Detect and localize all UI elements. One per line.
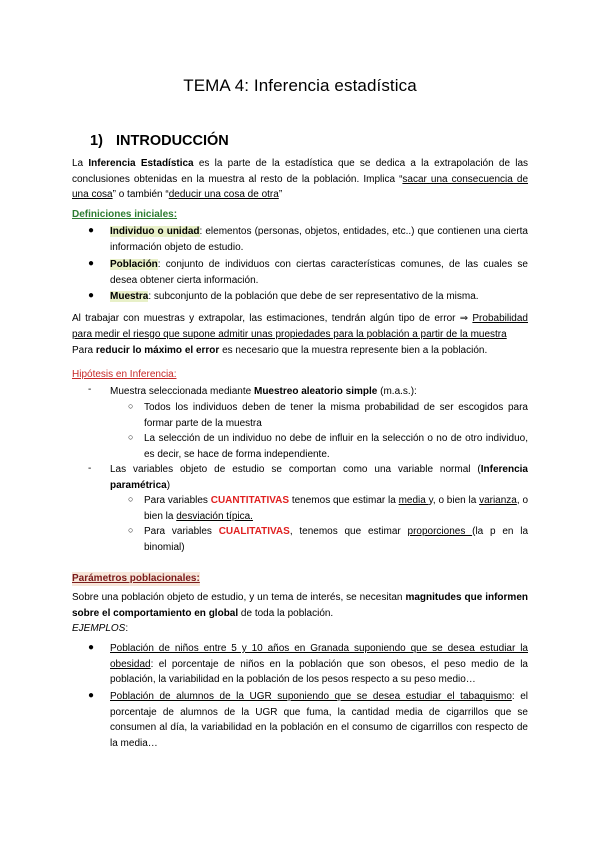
intro-text: ” o también “ xyxy=(112,189,169,200)
sub-text: Para variables xyxy=(144,495,211,506)
section-label: INTRODUCCIÓN xyxy=(116,133,229,149)
section-heading xyxy=(90,133,229,149)
sub-underlined: desviación típica. xyxy=(176,510,253,522)
intro-term: Inferencia Estadística xyxy=(88,158,194,169)
sub-text: Para variables xyxy=(144,526,219,537)
bullet-icon: ● xyxy=(88,225,95,236)
bullet-icon: ● xyxy=(88,642,95,653)
parametros-text: Sobre una población objeto de estudio, y un tema de interés, se necesitan xyxy=(72,592,406,603)
parametros-text: de toda la población. xyxy=(238,607,334,619)
dash-marker: - xyxy=(88,384,92,395)
sub-text: , o bien la xyxy=(144,495,529,522)
page-title: TEMA 4: Inferencia estadística xyxy=(183,76,417,95)
section-number: 1) xyxy=(90,133,103,149)
intro-quote: sacar una consecuencia de una cosa xyxy=(72,173,529,200)
ejemplos-label xyxy=(72,622,128,636)
definiciones-heading: Definiciones iniciales: xyxy=(72,209,178,220)
dash-marker: - xyxy=(88,463,92,474)
error-paragraph xyxy=(72,311,528,342)
ejemplos-colon: : xyxy=(125,623,129,634)
error-text: Al trabajar con muestras y extrapolar, las estimaciones, tendrán algún tipo de error ⇒ xyxy=(72,313,473,324)
example-subject: Población de alumnos de la UGR suponiendo que se desea estudiar el tabaquismo xyxy=(110,691,512,702)
hipotesis-text: ) xyxy=(166,479,171,491)
intro-paragraph xyxy=(72,156,528,203)
definition-term: Individuo o unidad xyxy=(110,226,200,237)
sub-underlined: proporciones xyxy=(407,526,473,537)
example-text: : el porcentaje de niños en la población que son obesos, el peso medio de la población, la variabilidad en la población de los pesos respecto a su peso medio… xyxy=(110,658,528,685)
error-underlined: Probabilidad para medir el riesgo que supone admitir unas propiedades para la población a partir de la muestra xyxy=(72,313,528,340)
reduce-error-paragraph xyxy=(72,343,528,359)
hipotesis-subitem: Todos los individuos deben de tener la misma probabilidad de ser escogidos para formar parte de la muestra xyxy=(144,402,528,429)
intro-text: La xyxy=(72,158,84,169)
example-item xyxy=(110,689,528,751)
hipotesis-subitem xyxy=(144,493,528,524)
sub-underlined: varianza xyxy=(479,495,517,506)
definition-text: : conjunto de individuos con ciertas características comunes, de las cuales se desea obtener cierta información. xyxy=(110,259,528,286)
hipotesis-bold: Muestreo aleatorio simple xyxy=(253,386,378,397)
reduce-text: es necesario que la muestra represente bien a la población. xyxy=(222,345,488,356)
hipotesis-bold: Inferencia paramétrica xyxy=(110,464,528,491)
reduce-text: Para xyxy=(72,345,94,356)
definition-item xyxy=(110,257,528,288)
example-subject: Población de niños entre 5 y 10 años en Granada suponiendo que se desea estudiar la obesidad xyxy=(110,643,528,670)
hipotesis-item xyxy=(110,384,528,400)
definition-item xyxy=(110,224,528,255)
hipotesis-text: (m.a.s.): xyxy=(377,386,417,397)
definition-text: : subconjunto de la población que debe de ser representativo de la misma. xyxy=(148,291,479,302)
sub-text: y, o bien la xyxy=(428,495,480,506)
hipotesis-subitem xyxy=(144,524,528,555)
sub-red: CUALITATIVAS xyxy=(218,526,290,537)
circle-bullet-icon: ○ xyxy=(128,401,134,411)
bullet-icon: ● xyxy=(88,258,95,269)
definition-text: : elementos (personas, objetos, entidades, etc..) que contienen una cierta información objeto de estudio. xyxy=(110,226,528,253)
circle-bullet-icon: ○ xyxy=(128,494,134,504)
hipotesis-subitem: La selección de un individuo no debe de influir en la selección o no de otro individuo, es decir, se hace de forma independiente. xyxy=(144,433,528,460)
circle-bullet-icon: ○ xyxy=(128,525,134,535)
example-item xyxy=(110,641,528,688)
sub-text: (la p en la binomial) xyxy=(144,526,529,553)
intro-text: es la parte de la estadística que se dedica a la extrapolación de las conclusiones obtenidas en la muestra al resto de la población. Implica “ xyxy=(72,158,529,185)
hipotesis-text: Las variables objeto de estudio se comportan como una variable normal ( xyxy=(110,464,481,475)
sub-text: , tenemos que estimar xyxy=(289,526,408,537)
reduce-bold: reducir lo máximo el error xyxy=(95,345,220,356)
definition-item xyxy=(110,289,528,305)
sub-underlined: media xyxy=(398,495,429,506)
example-text: : el porcentaje de alumnos de la UGR que fuma, la cantidad media de cigarrillos que se consumen al día, la variabilidad en la población en el consumo de cigarrillos con respecto de la media… xyxy=(110,691,529,749)
hipotesis-heading: Hipótesis en Inferencia: xyxy=(72,369,177,380)
sub-red: CUANTITATIVAS xyxy=(210,495,290,506)
intro-text: ” xyxy=(278,189,283,200)
ejemplos-text: EJEMPLOS xyxy=(72,623,126,634)
hipotesis-item xyxy=(110,462,528,493)
intro-quote: deducir una cosa de otra xyxy=(168,189,279,200)
definition-term: Muestra xyxy=(110,291,149,302)
parametros-paragraph xyxy=(72,590,528,621)
parametros-bold: magnitudes que informen sobre el comportamiento en global xyxy=(72,592,528,619)
hipotesis-text: Muestra seleccionada mediante xyxy=(110,386,254,397)
parametros-heading: Parámetros poblacionales: xyxy=(72,573,200,584)
bullet-icon: ● xyxy=(88,690,95,701)
bullet-icon: ● xyxy=(88,290,95,301)
definition-term: Población xyxy=(110,259,158,270)
sub-text: tenemos que estimar la xyxy=(289,495,399,506)
circle-bullet-icon: ○ xyxy=(128,432,134,442)
